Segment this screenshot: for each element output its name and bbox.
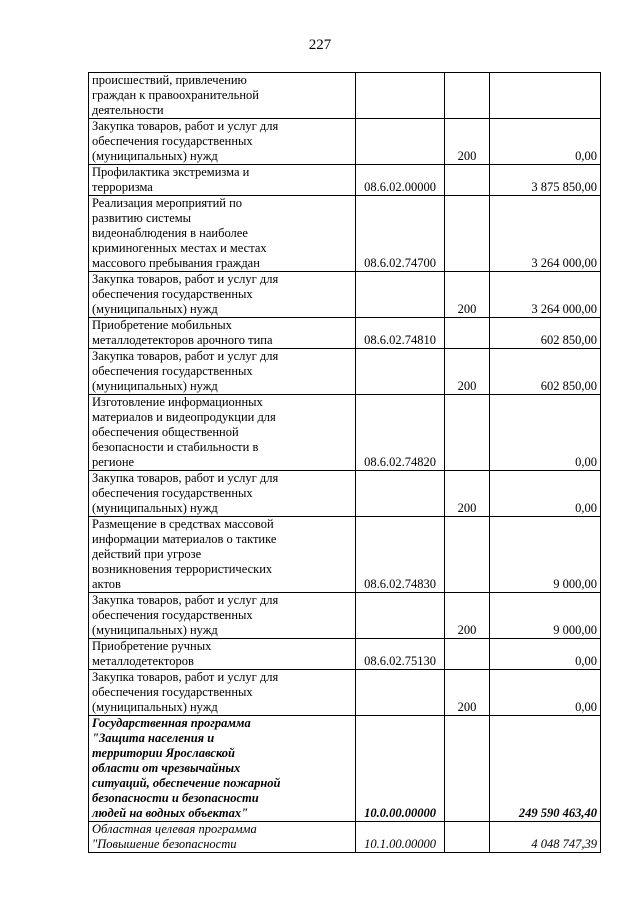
row-sum-text: 0,00 [575, 654, 597, 668]
row-name-cell [89, 471, 356, 517]
row-code-text: 08.6.02.74700 [364, 256, 436, 270]
row-name-text: Профилактика экстремизма и терроризма [92, 165, 250, 194]
row-type-cell [445, 196, 490, 272]
row-name-cell [89, 272, 356, 318]
row-sum-text: 602 850,00 [540, 379, 597, 393]
row-sum-cell [490, 639, 601, 670]
row-sum-text: 0,00 [575, 149, 597, 163]
row-name-text: Закупка товаров, работ и услуг для обеспечения государственных (муниципальных) нужд [92, 349, 279, 393]
row-sum-cell [490, 395, 601, 471]
row-code-text: 08.6.02.74810 [364, 333, 436, 347]
row-code-text: 10.0.00.00000 [364, 806, 436, 820]
table-row [89, 822, 601, 853]
table-row [89, 517, 601, 593]
row-type-cell [445, 73, 490, 119]
row-type-cell [445, 165, 490, 196]
row-code-cell [356, 639, 445, 670]
row-code-cell [356, 471, 445, 517]
row-code-cell [356, 165, 445, 196]
row-code-cell [356, 593, 445, 639]
row-sum-text: 4 048 747,39 [531, 837, 597, 851]
row-name-text: происшествий, привлечению граждан к правоохранительной деятельности [92, 73, 259, 117]
row-name-cell [89, 716, 356, 822]
table-row [89, 165, 601, 196]
row-type-cell [445, 318, 490, 349]
table-row [89, 639, 601, 670]
table-row [89, 272, 601, 318]
table-body [89, 73, 601, 853]
row-sum-cell [490, 349, 601, 395]
row-code-cell [356, 716, 445, 822]
row-sum-text: 3 264 000,00 [531, 302, 597, 316]
row-code-cell [356, 670, 445, 716]
table-row [89, 716, 601, 822]
table-row [89, 395, 601, 471]
row-name-text: Закупка товаров, работ и услуг для обеспечения государственных (муниципальных) нужд [92, 272, 279, 316]
row-sum-text: 602 850,00 [540, 333, 597, 347]
row-code-text: 08.6.02.00000 [364, 180, 436, 194]
row-type-cell [445, 639, 490, 670]
row-sum-cell [490, 73, 601, 119]
table-row [89, 119, 601, 165]
table-row [89, 593, 601, 639]
row-sum-cell [490, 471, 601, 517]
row-name-text: Приобретение ручных металлодетекторов [92, 639, 212, 668]
row-type-cell [445, 395, 490, 471]
row-name-cell [89, 73, 356, 119]
row-type-text: 200 [457, 149, 477, 163]
row-sum-cell [490, 593, 601, 639]
row-type-cell [445, 593, 490, 639]
row-type-text: 200 [457, 501, 477, 515]
row-name-cell [89, 517, 356, 593]
table-row [89, 318, 601, 349]
row-sum-cell [490, 716, 601, 822]
row-name-cell [89, 165, 356, 196]
row-name-text: Реализация мероприятий по развитию системы видеонаблюдения в наиболее криминогенных местах и местах массового пребывания граждан [92, 196, 267, 270]
row-type-cell [445, 670, 490, 716]
row-code-text: 08.6.02.74820 [364, 455, 436, 469]
row-code-cell [356, 119, 445, 165]
row-code-cell [356, 395, 445, 471]
row-sum-cell [490, 318, 601, 349]
row-sum-text: 0,00 [575, 501, 597, 515]
table-row [89, 73, 601, 119]
row-code-cell [356, 822, 445, 853]
row-name-cell [89, 349, 356, 395]
row-sum-cell [490, 272, 601, 318]
row-type-cell [445, 822, 490, 853]
row-sum-text: 249 590 463,40 [518, 806, 597, 820]
row-name-text: Закупка товаров, работ и услуг для обеспечения государственных (муниципальных) нужд [92, 593, 279, 637]
row-sum-text: 0,00 [575, 700, 597, 714]
table-row [89, 196, 601, 272]
row-name-cell [89, 822, 356, 853]
row-sum-cell [490, 196, 601, 272]
row-name-cell [89, 318, 356, 349]
row-code-cell [356, 272, 445, 318]
row-code-cell [356, 196, 445, 272]
row-type-cell [445, 119, 490, 165]
budget-table [88, 72, 601, 853]
row-sum-cell [490, 165, 601, 196]
row-name-cell [89, 670, 356, 716]
row-code-cell [356, 73, 445, 119]
row-type-text: 200 [457, 623, 477, 637]
row-code-cell [356, 318, 445, 349]
row-name-text: Размещение в средствах массовой информации материалов о тактике действий при угрозе возникновения террористических актов [92, 517, 277, 591]
row-name-text: Приобретение мобильных металлодетекторов арочного типа [92, 318, 273, 347]
row-name-cell [89, 119, 356, 165]
row-sum-cell [490, 517, 601, 593]
table-row [89, 471, 601, 517]
row-name-text: Закупка товаров, работ и услуг для обеспечения государственных (муниципальных) нужд [92, 670, 279, 714]
row-type-cell [445, 471, 490, 517]
row-sum-text: 0,00 [575, 455, 597, 469]
row-code-cell [356, 517, 445, 593]
row-type-cell [445, 716, 490, 822]
row-sum-text: 3 875 850,00 [531, 180, 597, 194]
row-type-cell [445, 349, 490, 395]
row-code-text: 10.1.00.00000 [364, 837, 436, 851]
row-name-text: Областная целевая программа "Повышение безопасности [92, 822, 257, 851]
page-number: 227 [308, 37, 332, 53]
row-code-cell [356, 349, 445, 395]
row-type-text: 200 [457, 379, 477, 393]
row-sum-text: 3 264 000,00 [531, 256, 597, 270]
row-sum-text: 9 000,00 [553, 577, 597, 591]
row-sum-cell [490, 119, 601, 165]
row-type-text: 200 [457, 302, 477, 316]
table-row [89, 349, 601, 395]
row-code-text: 08.6.02.75130 [364, 654, 436, 668]
row-name-cell [89, 593, 356, 639]
row-sum-cell [490, 822, 601, 853]
row-name-text: Государственная программа "Защита населения и территории Ярославской области от чрезвычайных ситуаций, обеспечение пожарной безопасности и безопасности людей на водных объектах" [92, 716, 281, 820]
row-name-cell [89, 395, 356, 471]
row-name-text: Закупка товаров, работ и услуг для обеспечения государственных (муниципальных) нужд [92, 119, 279, 163]
row-type-cell [445, 517, 490, 593]
row-type-cell [445, 272, 490, 318]
row-code-text: 08.6.02.74830 [364, 577, 436, 591]
row-sum-cell [490, 670, 601, 716]
row-sum-text: 9 000,00 [553, 623, 597, 637]
row-type-text: 200 [457, 700, 477, 714]
table-row [89, 670, 601, 716]
row-name-text: Изготовление информационных материалов и видеопродукции для обеспечения общественной безопасности и стабильности в регионе [92, 395, 276, 469]
row-name-cell [89, 196, 356, 272]
row-name-cell [89, 639, 356, 670]
row-name-text: Закупка товаров, работ и услуг для обеспечения государственных (муниципальных) нужд [92, 471, 279, 515]
